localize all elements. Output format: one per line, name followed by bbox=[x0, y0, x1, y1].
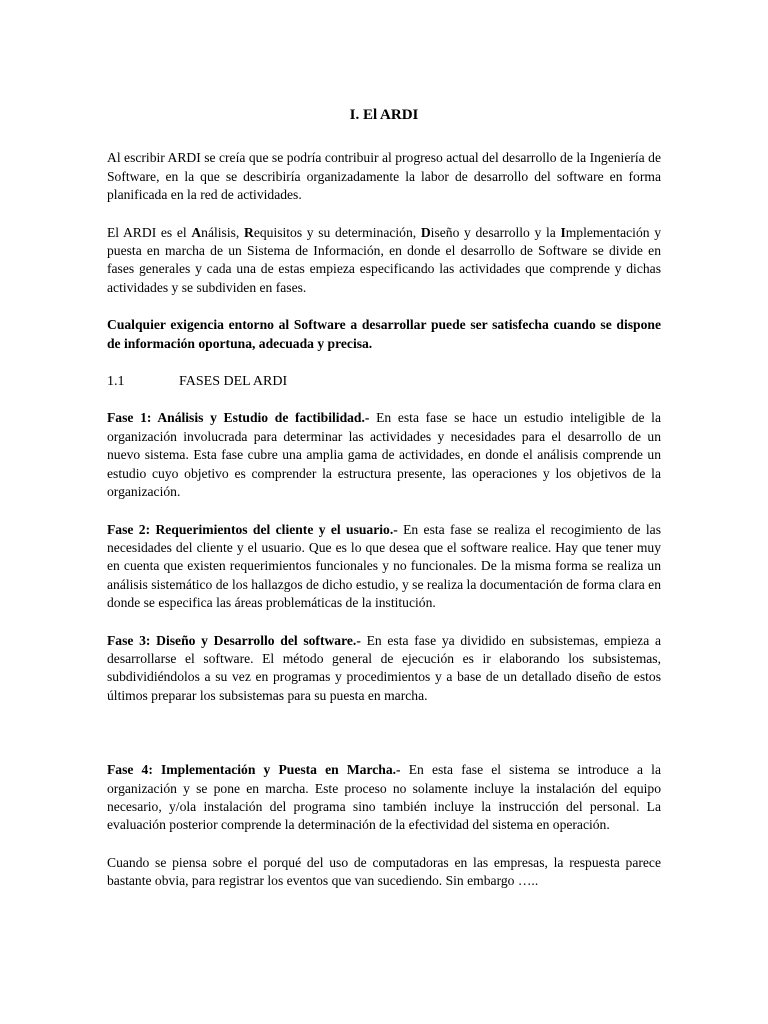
section-number: 1.1 bbox=[107, 374, 125, 390]
definition-text-1: El ARDI es el bbox=[107, 224, 192, 240]
phase-1-label: Fase 1: Análisis y Estudio de factibilidad.- bbox=[107, 410, 370, 426]
section-heading bbox=[107, 373, 661, 391]
acronym-letter-d: D bbox=[420, 224, 431, 240]
definition-text-2: nálisis, bbox=[201, 224, 244, 240]
definition-text-3: equisitos y su determinación, bbox=[253, 224, 421, 240]
acronym-letter-i: I bbox=[560, 224, 566, 240]
phase-2-label: Fase 2: Requerimientos del cliente y el usuario.- bbox=[107, 521, 398, 537]
intro-paragraph: Al escribir ARDI se creía que se podría contribuir al progreso actual del desarrollo de la Ingeniería de Software, en la que se describiría organizadamente la labor de desarrollo del software en forma planificada en la red de actividades. bbox=[107, 150, 661, 203]
closing-paragraph: Cuando se piensa sobre el porqué del uso de computadoras en las empresas, la respuesta parece bastante obvia, para registrar los eventos que van sucediendo. Sin embargo ….. bbox=[107, 854, 661, 889]
definition-text-5: mplementación y puesta en marcha de un Sistema de Información, en donde el desarrollo de Software se divide en fases generales y cada una de estas empieza especificando las actividades que comprende y dichas actividades y se subdividen en fases. bbox=[107, 224, 661, 295]
phase-2-paragraph bbox=[107, 521, 661, 613]
acronym-letter-r: R bbox=[243, 224, 254, 240]
requirement-statement: Cualquier exigencia entorno al Software a desarrollar puede ser satisfecha cuando se dispone de información oportuna, adecuada y precisa. bbox=[107, 317, 661, 351]
document-title: I. El ARDI bbox=[349, 107, 419, 123]
ardi-definition-paragraph bbox=[107, 224, 661, 298]
section-title: FASES DEL ARDI bbox=[179, 374, 288, 390]
phase-3-text: En esta fase ya dividido en subsistemas, empieza a desarrollarse el software. El método general de ejecución es ir elaborando los subsistemas, subdividiéndolos a su vez en programas y procedimientos y a base de un detallado diseño de estos últimos preparar los subsistemas para su puesta en marcha. bbox=[107, 632, 661, 703]
definition-text-4: iseño y desarrollo y la bbox=[430, 224, 561, 240]
phase-4-label: Fase 4: Implementación y Puesta en Marcha.- bbox=[107, 762, 401, 778]
document-page bbox=[107, 106, 661, 891]
phase-4-text: En esta fase el sistema se introduce a la organización y se pone en marcha. Este proceso no solamente incluye la instalación del equipo necesario, y/ola instalación del programa sino también incluye la instrucción del personal. La evaluación posterior comprende la determinación de la efectividad del sistema en operación. bbox=[107, 762, 661, 833]
phase-1-paragraph bbox=[107, 409, 661, 501]
acronym-letter-a: A bbox=[191, 224, 202, 240]
phase-1-text: En esta fase se hace un estudio inteligible de la organización involucrada para determinar las actividades y necesidades para el desarrollo de un nuevo sistema. Esta fase cubre una amplia gama de actividades, en donde el análisis comprende un estudio cuyo objetivo es comprender la estructura presente, las operaciones y los objetivos de la organización. bbox=[107, 410, 661, 500]
phase-4-paragraph bbox=[107, 761, 661, 835]
phase-2-text: En esta fase se realiza el recogimiento de las necesidades del cliente y el usuario. Que es lo que desea que el software realice. Hay que tener muy en cuenta que existen requerimientos funcionales y no funcionales. De la misma forma se realiza un análisis sistemático de los hallazgos de dicho estudio, y se realiza la documentación de forma clara en donde se especifica las áreas problemáticas de la institución. bbox=[107, 521, 662, 611]
phase-3-paragraph bbox=[107, 632, 661, 706]
phase-3-label: Fase 3: Diseño y Desarrollo del software.- bbox=[107, 632, 361, 648]
